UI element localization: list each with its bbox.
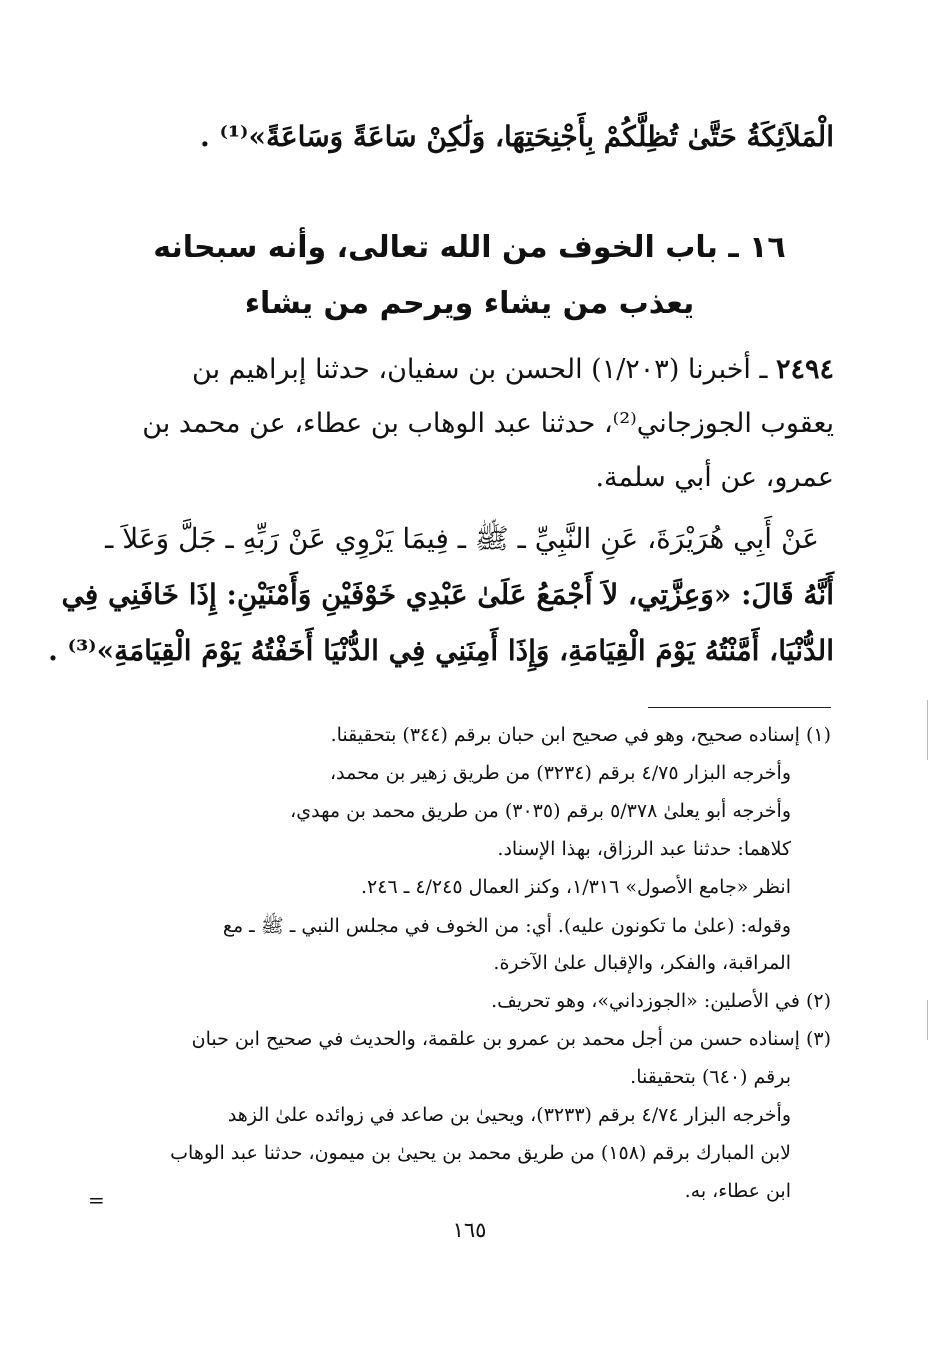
footnote-1-line-5: انظر «جامع الأصول» ١/٣١٦، وكنز العمال ٤/٢٤٥ ـ ٢٤٦. (360, 876, 791, 898)
footnote-3-line-3: وأخرجه البزار ٤/٧٤ برقم (٣٢٣٣)، ويحيىٰ بن صاعد في زوائده علىٰ الزهد (227, 1104, 791, 1126)
footnote-2 (491, 990, 831, 1012)
footnote-3-line-5: ابن عطاء، به. (684, 1180, 791, 1202)
footnote-1-number: (١) (805, 724, 831, 746)
footnote-2-number: (٢) (805, 990, 831, 1012)
footnote-3-line-4: لابن المبارك برقم (١٥٨) من طريق محمد بن يحيىٰ بن ميمون، حدثنا عبد الوهاب (170, 1142, 791, 1164)
footnote-3-text: إسناده حسن من أجل محمد بن عمرو بن علقمة، والحديث في صحيح ابن حبان (191, 1028, 800, 1050)
chapter-title-line-1: ١٦ ـ باب الخوف من الله تعالى، وأنه سبحانه (153, 230, 786, 265)
footnote-3-line-2: برقم (٦٤٠) بتحقيقنا. (630, 1066, 791, 1088)
footnote-2-text: في الأصلين: «الجوزداني»، وهو تحريف. (491, 990, 800, 1012)
footnote-1-line-2: وأخرجه البزار ٤/٧٥ برقم (٣٢٣٤) من طريق زهير بن محمد، (330, 762, 791, 784)
page-number: ١٦٥ (452, 1218, 487, 1242)
scan-edge-mark (927, 1000, 928, 1040)
continuation-mark: = (88, 1188, 105, 1212)
isnad-line-1-text: ـ أخبرنا (١/٢٠٣) الحسن بن سفيان، حدثنا إبراهيم بن (192, 354, 776, 385)
matn-line-3: الدُّنْيَا، أَمَّنْتُهُ يَوْمَ الْقِيَامَةِ، وَإِذَا أَمِنَنِي فِي الدُّنْيَا أَخَفْتُهُ يَوْمَ الْقِيَامَةِ»⁽³⁾ . (48, 634, 834, 667)
isnad-line-1 (192, 354, 834, 385)
footnote-1-line-3: وأخرجه أبو يعلىٰ ٥/٣٧٨ برقم (٣٠٣٥) من طريق محمد بن مهدي، (290, 800, 791, 822)
chapter-title-line-2: يعذب من يشاء ويرحم من يشاء (244, 286, 695, 321)
footnote-1-text: إسناده صحيح، وهو في صحيح ابن حبان برقم (٣٤٤) بتحقيقنا. (330, 724, 800, 746)
isnad-line-2: يعقوب الجوزجاني⁽²⁾، حدثنا عبد الوهاب بن عطاء، عن محمد بن (142, 408, 834, 439)
footnote-1-line-6: وقوله: (علىٰ ما تكونون عليه). أي: من الخوف في مجلس النبي ـ ﷺ ـ مع (222, 915, 791, 937)
footnote-1-line-4: كلاهما: حدثنا عبد الرزاق، بهذا الإسناد. (497, 838, 791, 860)
matn-line-1: عَنْ أَبِي هُرَيْرَةَ، عَنِ النَّبِيِّ ـ ﷺ ـ فِيمَا يَرْوِي عَنْ رَبِّهِ ـ جَلَّ وَعَلاَ ـ (105, 522, 819, 555)
footnote-1-line-1 (331, 724, 831, 746)
isnad-line-3: عمرو، عن أبي سلمة. (595, 462, 834, 493)
footnote-separator (648, 707, 831, 708)
hadith-number: ٢٤٩٤ (775, 354, 834, 385)
continuation-text: الْمَلاَئِكَةُ حَتَّىٰ تُظِلَّكُمْ بِأَجْنِحَتِهَا، وَلَٰكِنْ سَاعَةً وَسَاعَةً»⁽¹⁾ . (200, 120, 834, 153)
scan-edge-mark (927, 700, 928, 760)
footnote-3-number: (٣) (805, 1028, 831, 1050)
footnote-3-line-1 (192, 1028, 831, 1050)
matn-line-2: أَنَّهُ قَالَ: «وَعِزَّتِي، لاَ أَجْمَعُ عَلَىٰ عَبْدِي خَوْفَيْنِ وَأَمْنَيْنِ: إِذَا خَافَنِي فِي (61, 578, 834, 611)
footnote-1-line-7: المراقبة، والفكر، والإقبال علىٰ الآخرة. (493, 952, 791, 974)
